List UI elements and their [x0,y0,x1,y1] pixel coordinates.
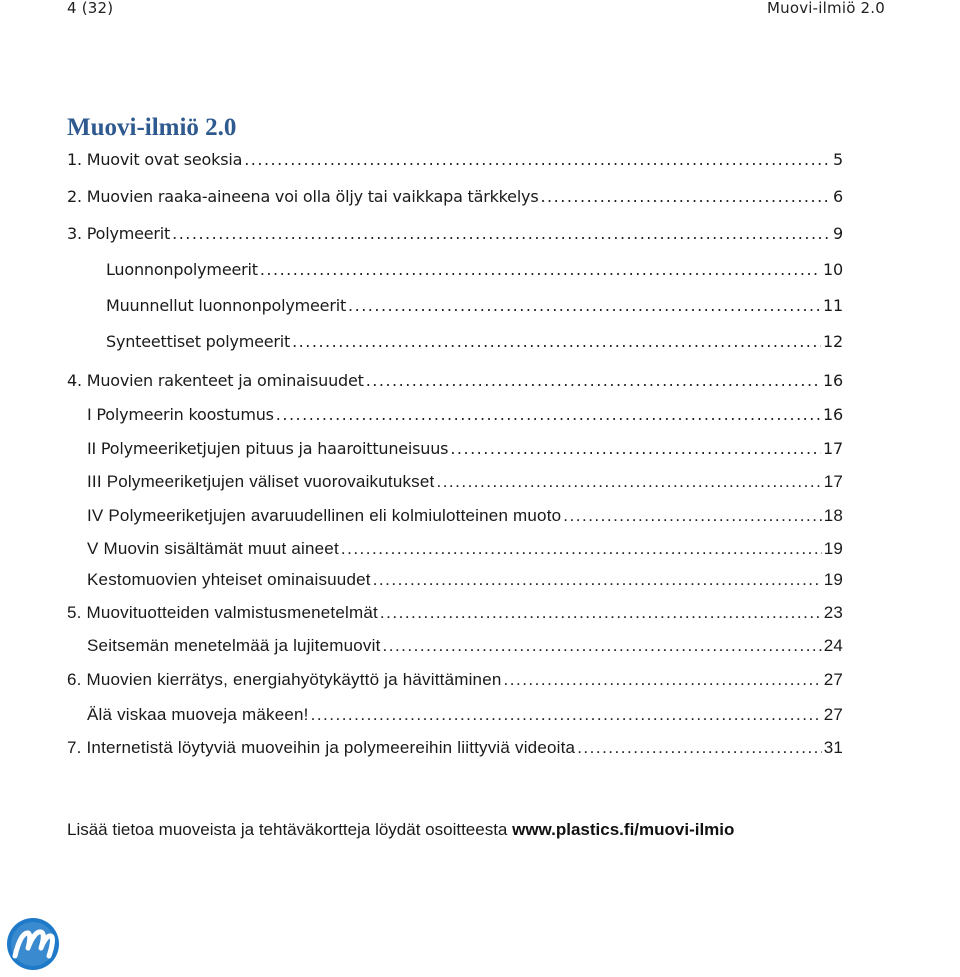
toc-leader [373,568,822,592]
toc-entry-page: 16 [823,371,843,390]
toc-leader [341,537,822,561]
toc-leader [450,437,821,461]
toc-entry[interactable] [67,736,843,760]
toc-entry-label: 7. Internetistä löytyviä muoveihin ja polymeereihin liittyviä videoita [67,738,576,757]
toc-entry-label: 1. Muovit ovat seoksia [67,150,243,169]
toc-entry[interactable] [67,668,843,692]
toc-entry-page: 10 [823,260,843,279]
toc-entry-page: 17 [823,439,843,458]
toc-entry-label: 6. Muovien kierrätys, energiahyötykäyttö ja hävittäminen [67,670,502,689]
toc-entry[interactable] [87,470,843,494]
toc-leader [436,470,821,494]
toc-entry-label: 2. Muovien raaka-aineena voi olla öljy tai vaikkapa tärkkelys [67,187,539,206]
toc-leader [260,258,821,282]
toc-entry-label: V Muovin sisältämät muut aineet [87,539,339,558]
toc-entry-label: III Polymeeriketjujen väliset vuorovaikutukset [87,472,435,491]
toc-entry-page: 19 [823,570,843,589]
toc-entry-page: 16 [823,405,843,424]
toc-entry-page: 24 [823,636,843,655]
toc-leader [348,294,821,318]
toc-entry[interactable] [67,601,843,625]
toc-leader [540,185,831,209]
toc-entry-label: I Polymeerin koostumus [87,405,274,424]
running-title: Muovi-ilmiö 2.0 [767,0,885,17]
m-logo-icon [6,917,60,971]
toc-entry[interactable] [106,294,843,318]
toc-leader [577,736,822,760]
toc-leader [244,148,831,172]
toc-entry[interactable] [87,403,843,427]
toc-entry-page: 9 [833,224,843,243]
toc-entry[interactable] [87,537,843,561]
toc-leader [292,330,821,354]
toc-entry[interactable] [67,369,843,393]
toc-leader [366,369,821,393]
toc-entry-label: 5. Muovituotteiden valmistusmenetelmät [67,603,378,622]
toc-entry[interactable] [87,568,843,592]
toc-entry-page: 11 [823,296,843,315]
toc-entry-page: 31 [823,738,843,757]
toc-entry-page: 27 [823,670,843,689]
toc-entry-label: Kestomuovien yhteiset ominaisuudet [87,570,371,589]
toc-entry-page: 19 [823,539,843,558]
toc-entry-label: IV Polymeeriketjujen avaruudellinen eli kolmiulotteinen muoto [87,506,562,525]
document-title: Muovi-ilmiö 2.0 [67,114,237,141]
toc-entry-page: 23 [823,603,843,622]
toc-entry-label: Synteettiset polymeerit [106,332,291,351]
toc-entry-page: 6 [833,187,843,206]
toc-entry-label: Seitsemän menetelmää ja lujitemuovit [87,636,381,655]
toc-entry[interactable] [106,258,843,282]
more-info-line [67,818,734,842]
toc-leader [172,222,831,246]
toc-leader [383,634,822,658]
toc-leader [311,703,822,727]
website-link[interactable]: www.plastics.fi/muovi-ilmio [512,820,735,839]
toc-leader [504,668,822,692]
toc-leader [276,403,821,427]
toc-entry[interactable] [67,185,843,209]
toc-entry[interactable] [87,634,843,658]
toc-entry-page: 27 [823,705,843,724]
toc-entry-label: Luonnonpolymeerit [106,260,258,279]
toc-leader [380,601,822,625]
toc-entry[interactable] [87,504,843,528]
toc-entry-label: II Polymeeriketjujen pituus ja haaroittuneisuus [87,439,449,458]
toc-leader [563,504,821,528]
toc-entry[interactable] [67,222,843,246]
page-number: 4 (32) [67,0,114,17]
toc-entry[interactable] [67,148,843,172]
toc-entry-label: 3. Polymeerit [67,224,171,243]
more-info-text: Lisää tietoa muoveista ja tehtäväkortteja löydät osoitteesta [67,820,513,839]
toc-entry-label: Älä viskaa muoveja mäkeen! [87,705,309,724]
toc-entry-label: 4. Muovien rakenteet ja ominaisuudet [67,371,364,390]
toc-entry-page: 17 [823,472,843,491]
toc-entry-page: 5 [833,150,843,169]
toc-entry-label: Muunnellut luonnonpolymeerit [106,296,347,315]
toc-entry-page: 18 [823,506,843,525]
toc-entry-page: 12 [823,332,843,351]
toc-entry[interactable] [106,330,843,354]
toc-entry[interactable] [87,437,843,461]
toc-entry[interactable] [87,703,843,727]
